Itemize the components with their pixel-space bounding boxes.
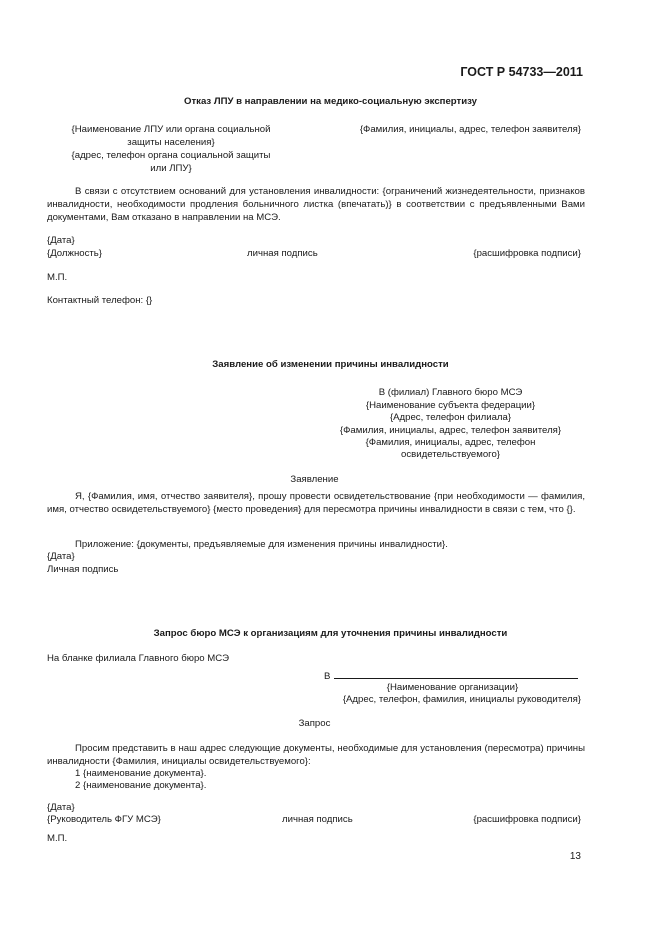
section3-letterhead: На бланке филиала Главного бюро МСЭ [47, 653, 230, 664]
section3-date: {Дата} [47, 802, 75, 813]
section2-addressee-line2: {Наименование субъекта федерации} [365, 400, 536, 411]
section3-blank-line [334, 668, 578, 679]
section2-addressee-line3: {Адрес, телефон филиала} [389, 412, 512, 423]
section1-signature: личная подпись [247, 248, 318, 259]
section2-signature: Личная подпись [47, 564, 119, 575]
section1-body: В связи с отсутствием оснований для установления инвалидности: {ограничений жизнедеятельности, признаков инвалидности, необходимости продления больничного листка (впечатать)} в соответствии с предъявленными Вами документами, Вам отказано в направлении на МСЭ. [47, 186, 585, 223]
page-number: 13 [569, 851, 581, 862]
section2-addressee-line6: освидетельствуемого} [401, 449, 500, 460]
section2-body: Я, {Фамилия, имя, отчество заявителя}, прошу провести освидетельствование {при необходимости — фамилия, имя, отчество освидетельствуемого} {место проведения} для пересмотра причины инвалидности в связи с тем, что {}. [47, 491, 585, 515]
section2-addressee-line5: {Фамилия, инициалы, адрес, телефон [365, 437, 536, 448]
section3-item-1: 1 {наименование документа}. [75, 768, 207, 779]
section3-org-address: {Адрес, телефон, фамилия, инициалы руководителя} [342, 694, 581, 705]
section3-decoding: {расшифровка подписи} [473, 814, 581, 825]
section1-title: Отказ ЛПУ в направлении на медико-социальную экспертизу [183, 96, 477, 107]
section3-org-name: {Наименование организации} [386, 682, 519, 693]
section3-signature: личная подпись [282, 814, 353, 825]
section3-to-prefix: В [324, 671, 331, 682]
section2-attachment: Приложение: {документы, предъявляемые для изменения причины инвалидности}. [75, 539, 448, 550]
section1-recipient: {Фамилия, инициалы, адрес, телефон заявителя} [359, 124, 581, 135]
section1-stamp: М.П. [47, 272, 68, 283]
section2-title: Заявление об изменении причины инвалидности [212, 359, 449, 370]
section1-phone: Контактный телефон: {} [47, 295, 153, 306]
section1-position: {Должность} [47, 248, 102, 259]
section3-body: Просим представить в наш адрес следующие документы, необходимые для установления (пересмотра) причины инвалидности {Фамилия, инициалы освидетельствуемого}: [47, 743, 585, 767]
standard-number: ГОСТ Р 54733—2011 [460, 65, 583, 79]
section1-sender-line3: {адрес, телефон органа социальной защиты [71, 150, 271, 161]
section3-position: {Руководитель ФГУ МСЭ} [47, 814, 161, 825]
section1-sender-line4: или ЛПУ} [150, 163, 192, 174]
section1-sender-line2: защиты населения} [127, 137, 215, 148]
section1-sender-line1: {Наименование ЛПУ или органа социальной [71, 124, 271, 135]
section3-title: Запрос бюро МСЭ к организациям для уточнения причины инвалидности [153, 628, 508, 639]
section3-stamp: М.П. [47, 833, 68, 844]
section3-item-2: 2 {наименование документа}. [75, 780, 207, 791]
section2-doc-title: Заявление [290, 474, 339, 485]
section2-addressee-line1: В (филиал) Главного бюро МСЭ [378, 387, 523, 398]
section3-doc-title: Запрос [298, 718, 331, 729]
section1-decoding: {расшифровка подписи} [473, 248, 581, 259]
section2-date: {Дата} [47, 551, 75, 562]
section2-addressee-line4: {Фамилия, инициалы, адрес, телефон заявителя} [339, 425, 562, 436]
section1-date: {Дата} [47, 235, 75, 246]
